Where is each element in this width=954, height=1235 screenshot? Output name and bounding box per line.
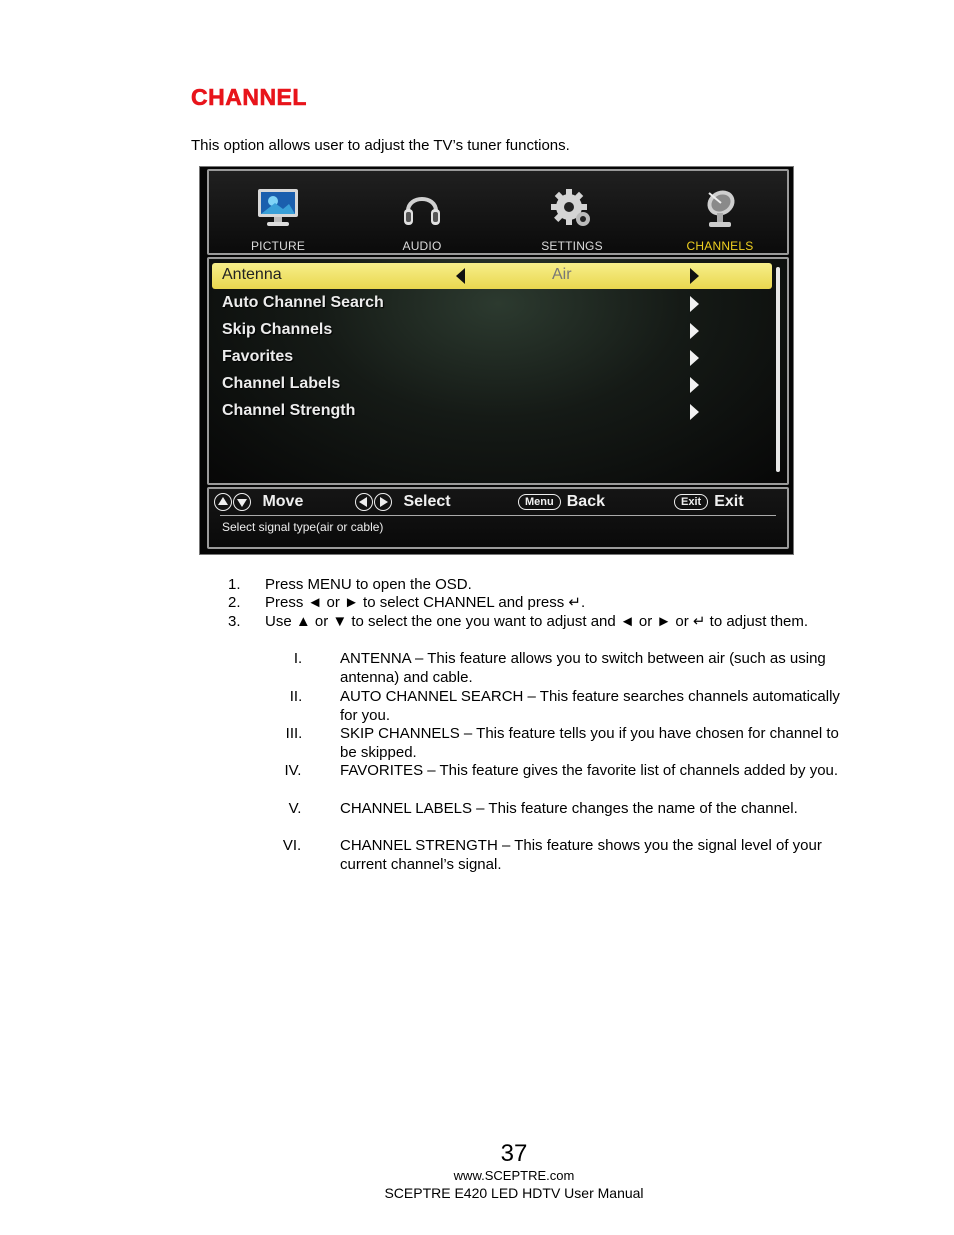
feature-number: I. (293, 650, 303, 667)
menu-item-value: Air (552, 266, 572, 283)
up-arrow-icon (214, 493, 232, 511)
right-arrow-icon (690, 296, 699, 312)
hint-move (214, 493, 303, 511)
exit-button-icon: Exit (674, 494, 708, 510)
hint-label: Select (403, 493, 451, 511)
hint-label: Back (566, 493, 605, 510)
menu-item-favorites[interactable] (212, 345, 772, 371)
gear-icon (549, 185, 595, 231)
right-arrow-icon (374, 493, 392, 511)
hint-select (355, 493, 451, 511)
menu-item-channel-labels[interactable] (212, 372, 772, 398)
tab-audio[interactable] (367, 185, 477, 253)
menu-item-antenna[interactable] (212, 263, 772, 289)
feature-number: III. (285, 725, 303, 742)
right-arrow-icon (690, 350, 699, 366)
menu-item-label: Auto Channel Search (222, 294, 384, 311)
headphones-icon (399, 185, 445, 231)
feature-text: CHANNEL LABELS – This feature changes the name of the channel. (340, 800, 798, 817)
hint-back (518, 493, 605, 511)
tab-channels[interactable] (665, 185, 775, 253)
left-arrow-icon (355, 493, 373, 511)
right-arrow-icon (690, 404, 699, 420)
step-number: 3. (228, 613, 241, 630)
right-arrow-icon (690, 323, 699, 339)
tab-picture[interactable] (223, 185, 333, 253)
page-title: CHANNEL (191, 84, 307, 110)
feature-text: SKIP CHANNELS – This feature tells you if you have chosen for channel to be skipped. (340, 725, 839, 761)
menu-item-label: Skip Channels (222, 321, 333, 338)
help-text: Select signal type(air or cable) (222, 520, 384, 534)
tab-label: PICTURE (250, 239, 306, 253)
right-arrow-icon[interactable] (690, 268, 699, 284)
feature-text: AUTO CHANNEL SEARCH – This feature searches channels automatically for you. (340, 688, 840, 724)
page-number: 37 (500, 1140, 528, 1167)
down-arrow-icon (233, 493, 251, 511)
feature-text: CHANNEL STRENGTH – This feature shows you the signal level of your current channel’s signal. (340, 837, 822, 873)
menu-button-icon: Menu (518, 494, 561, 510)
feature-number: II. (289, 688, 303, 705)
menu-item-label: Channel Labels (222, 375, 341, 392)
hint-exit (674, 493, 744, 511)
step-number: 2. (228, 594, 241, 611)
osd-tab-bar (207, 169, 789, 255)
menu-item-label: Favorites (222, 348, 294, 365)
menu-item-label: Antenna (222, 266, 282, 283)
tab-settings[interactable] (517, 185, 627, 253)
right-arrow-icon (690, 377, 699, 393)
menu-item-label: Channel Strength (222, 402, 356, 419)
step-text: Press MENU to open the OSD. (265, 576, 472, 593)
feature-number: VI. (282, 837, 302, 854)
scrollbar[interactable] (776, 267, 780, 472)
tab-label: SETTINGS (541, 239, 603, 253)
hint-label: Move (262, 493, 304, 511)
step-number: 1. (228, 576, 241, 593)
feature-number: V. (288, 800, 302, 817)
feature-text: FAVORITES – This feature gives the favorite list of channels added by you. (340, 762, 839, 779)
left-arrow-icon[interactable] (456, 268, 465, 284)
step-text: Use ▲ or ▼ to select the one you want to adjust and ◄ or ► or ↵ to adjust them. (265, 613, 809, 630)
menu-item-auto-channel-search[interactable] (212, 291, 772, 317)
satellite-dish-icon (697, 185, 743, 231)
tab-label: AUDIO (402, 239, 442, 253)
menu-item-channel-strength[interactable] (212, 399, 772, 425)
tab-label: CHANNELS (686, 239, 754, 253)
menu-item-skip-channels[interactable] (212, 318, 772, 344)
step-text: Press ◄ or ► to select CHANNEL and press ↵. (265, 594, 586, 611)
intro-text: This option allows user to adjust the TV’s tuner functions. (191, 137, 570, 154)
feature-text: ANTENNA – This feature allows you to switch between air (such as using antenna) and cable. (340, 650, 826, 686)
monitor-icon (255, 185, 301, 231)
osd-screenshot (199, 166, 794, 555)
footer-manual-title: SCEPTRE E420 LED HDTV User Manual (384, 1185, 644, 1201)
divider (220, 515, 776, 516)
footer-website: www.SCEPTRE.com (453, 1168, 575, 1183)
feature-number: IV. (284, 762, 302, 779)
hint-label: Exit (714, 493, 744, 510)
